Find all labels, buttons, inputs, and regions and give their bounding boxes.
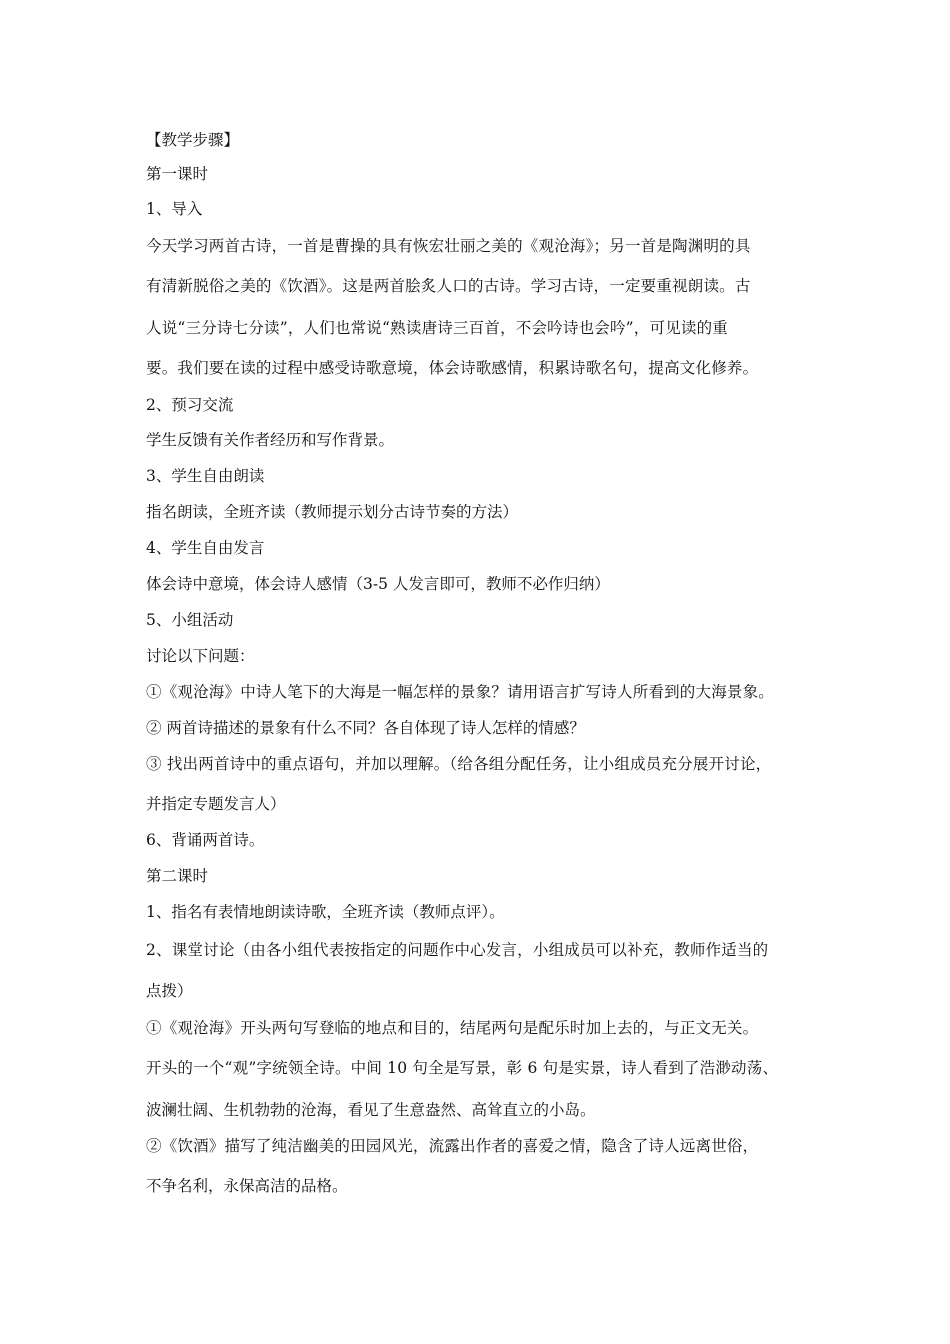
paragraph-line: 开头的一个“观”字统领全诗。中间 10 句全是写景，彰 6 句是实景，诗人看到了浩渺动荡、 [146, 1059, 779, 1077]
paragraph-line: 人说“三分诗七分读”，人们也常说“熟读唐诗三百首，不会吟诗也会吟”，可见读的重 [146, 319, 728, 337]
paragraph-line: ②《饮酒》描写了纯洁幽美的田园风光，流露出作者的喜爱之情，隐含了诗人远离世俗， [146, 1137, 759, 1155]
step-line: 2、课堂讨论（由各小组代表按指定的问题作中心发言，小组成员可以补充，教师作适当的 [146, 941, 769, 959]
paragraph-line: 今天学习两首古诗，一首是曹操的具有恢宏壮丽之美的《观沧海》；另一首是陶渊明的具 [146, 237, 751, 255]
paragraph-line: 波澜壮阔、生机勃勃的沧海，看见了生意盎然、高耸直立的小岛。 [146, 1101, 596, 1119]
paragraph-line: 要。我们要在读的过程中感受诗歌意境，体会诗歌感情，积累诗歌名句，提高文化修养。 [146, 359, 759, 377]
paragraph-line: 讨论以下问题： [146, 647, 255, 665]
step-heading-preview: 2、预习交流 [146, 396, 234, 414]
step-heading-group-activity: 5、小组活动 [146, 611, 234, 629]
question-item: ③ 找出两首诗中的重点语句，并加以理解。（给各组分配任务，让小组成员充分展开讨论， [146, 755, 772, 773]
section-heading-teaching-steps: 【教学步骤】 [146, 131, 240, 149]
lesson-two-heading: 第二课时 [146, 867, 209, 885]
step-heading-free-reading: 3、学生自由朗读 [146, 467, 265, 485]
step-heading-recite: 6、背诵两首诗。 [146, 831, 265, 849]
paragraph-line: ①《观沧海》开头两句写登临的地点和目的，结尾两句是配乐时加上去的，与正文无关。 [146, 1019, 759, 1037]
question-item: ② 两首诗描述的景象有什么不同？各自体现了诗人怎样的情感？ [146, 719, 585, 737]
step-heading-free-speech: 4、学生自由发言 [146, 539, 265, 557]
step-heading-introduction: 1、导入 [146, 200, 203, 218]
step-line: 1、指名有表情地朗读诗歌，全班齐读（教师点评）。 [146, 903, 505, 921]
paragraph-line: 体会诗中意境，体会诗人感情（3-5 人发言即可，教师不必作归纳） [146, 575, 610, 593]
paragraph-line: 有清新脱俗之美的《饮酒》。这是两首脍炙人口的古诗。学习古诗，一定要重视朗读。古 [146, 277, 751, 295]
step-line-continued: 点拨） [146, 982, 193, 1000]
paragraph-line: 不争名利，永保高洁的品格。 [146, 1177, 348, 1195]
question-item: ①《观沧海》中诗人笔下的大海是一幅怎样的景象？请用语言扩写诗人所看到的大海景象。 [146, 683, 775, 701]
lesson-one-heading: 第一课时 [146, 165, 209, 183]
paragraph-line: 指名朗读，全班齐读（教师提示划分古诗节奏的方法） [146, 503, 519, 521]
question-item-continued: 并指定专题发言人） [146, 795, 286, 813]
paragraph-line: 学生反馈有关作者经历和写作背景。 [146, 431, 395, 449]
